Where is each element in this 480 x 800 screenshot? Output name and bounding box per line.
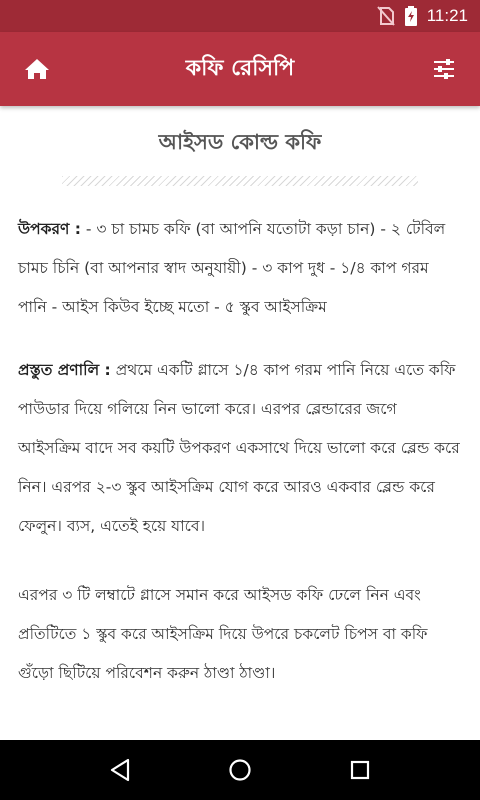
app-bar — [0, 32, 480, 106]
divider — [62, 176, 418, 186]
filter-icon[interactable] — [432, 58, 456, 80]
no-sim-icon — [377, 6, 395, 26]
ingredients-paragraph — [18, 210, 462, 327]
ingredients-label: উপকরণ : — [18, 220, 81, 238]
battery-charging-icon — [405, 6, 417, 26]
method-paragraph — [18, 351, 462, 546]
status-bar — [0, 0, 480, 32]
method-label: প্রস্তুত প্রণালি : — [18, 361, 111, 379]
home-icon[interactable] — [24, 58, 50, 80]
recipe-title: আইসড কোল্ড কফি — [158, 130, 322, 154]
app-title: কফি রেসিপি — [185, 55, 295, 81]
home-circle-icon[interactable] — [220, 750, 260, 790]
back-icon[interactable] — [100, 750, 140, 790]
serving-paragraph: এরপর ৩ টি লম্বাটে গ্লাসে সমান করে আইসড কফি ঢেলে নিন এবং প্রতিটিতে ১ স্কুব করে আইসক্রিম দিয়ে উপরে চকলেট চিপস বা কফি গুঁড়ো ছিটিয়ে পরিবেশন করুন ঠাণ্ডা ঠাণ্ডা। — [18, 586, 428, 682]
recipe-content[interactable] — [0, 106, 480, 740]
ingredients-text: - ৩ চা চামচ কফি (বা আপনি যতোটা কড়া চান) - ২ টেবিল চামচ চিনি (বা আপনার স্বাদ অনুযায়ী) - ৩ কাপ দুধ - ১/৪ কাপ গরম পানি - আইস কিউব ইচ্ছে মতো - ৫ স্কুব আইসক্রিম — [18, 220, 446, 316]
status-time: 11:21 — [426, 6, 468, 25]
navigation-bar — [0, 740, 480, 800]
method-text: প্রথমে একটি গ্লাসে ১/৪ কাপ গরম পানি নিয়ে এতে কফি পাউডার দিয়ে গলিয়ে নিন ভালো করে। এরপর ব্লেন্ডারের জগে আইসক্রিম বাদে সব কয়টি উপকরণ একসাথে দিয়ে ভালো করে ব্লেন্ড করে নিন। এরপর ২-৩ স্কুব আইসক্রিম যোগ করে আরও একবার ব্লেন্ড করে ফেলুন। ব্যস, এতেই হয়ে যাবে। — [18, 361, 460, 535]
recents-icon[interactable] — [340, 750, 380, 790]
